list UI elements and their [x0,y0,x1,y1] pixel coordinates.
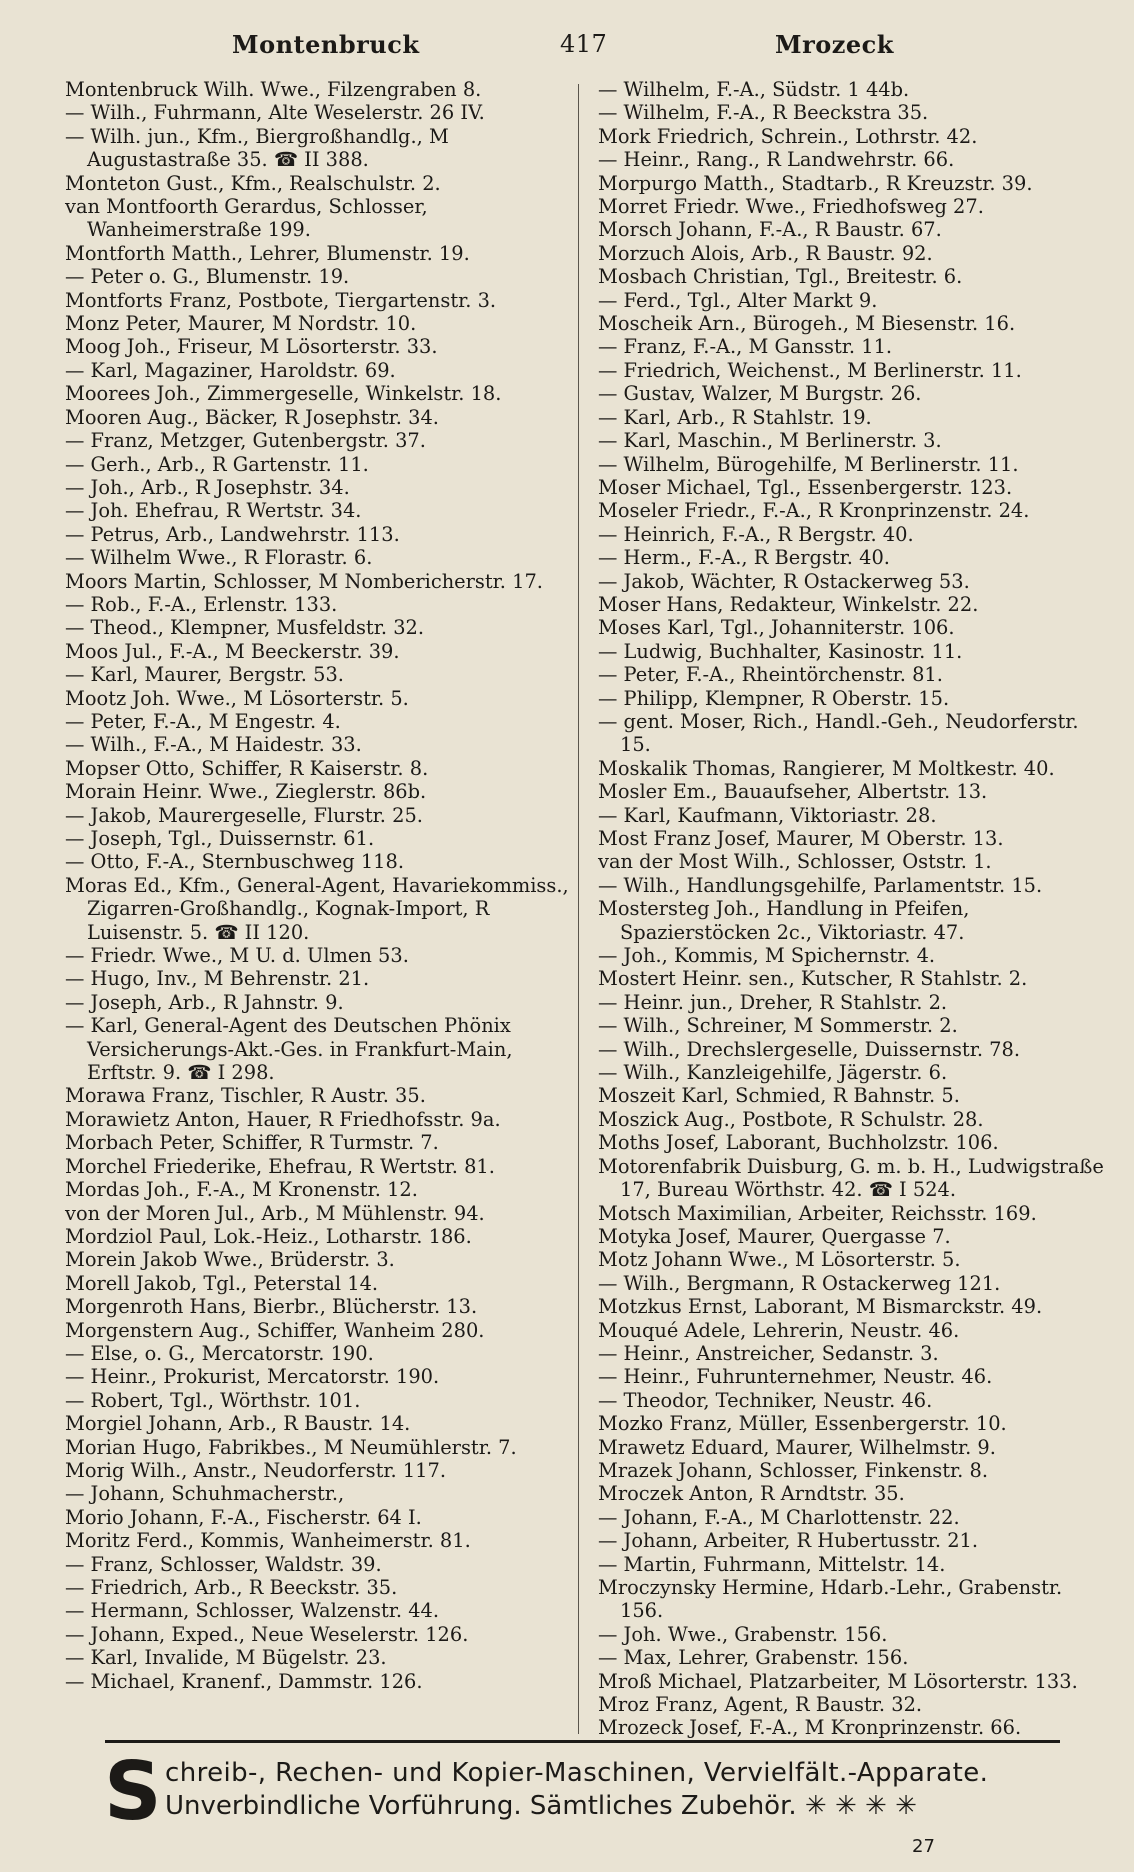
directory-entry: — Joh. Wwe., Grabenstr. 156. [598,1622,888,1646]
directory-entry: — Hermann, Schlosser, Walzenstr. 44. [65,1599,440,1623]
directory-entry: Moors Martin, Schlosser, M Nombericherstr. 17. [65,569,543,593]
directory-entry: Moses Karl, Tgl., Johanniterstr. 106. [598,616,955,640]
directory-entry: — Otto, F.-A., Sternbuschweg 118. [65,850,405,874]
directory-entry: — Else, o. G., Mercatorstr. 190. [65,1341,374,1365]
directory-entry: — Johann, F.-A., M Charlottenstr. 22. [598,1505,960,1529]
directory-entry: Moog Joh., Friseur, M Lösorterstr. 33. [65,335,438,359]
directory-entry: Mozko Franz, Müller, Essenbergerstr. 10. [598,1412,1007,1436]
directory-entry: Monteton Gust., Kfm., Realschulstr. 2. [65,171,441,195]
directory-entry: — Hugo, Inv., M Behrenstr. 21. [65,967,370,991]
directory-entry: — Friedr. Wwe., M U. d. Ulmen 53. [65,944,409,968]
directory-entry: Moths Josef, Laborant, Buchholzstr. 106. [598,1131,999,1155]
directory-entry: — Wilh., Fuhrmann, Alte Weselerstr. 26 IV. [65,101,485,125]
directory-entry: Mosler Em., Bauaufseher, Albertstr. 13. [598,780,988,804]
column-divider [578,84,579,1734]
directory-entry: — Heinr., Anstreicher, Sedanstr. 3. [598,1341,939,1365]
directory-entry: — Robert, Tgl., Wörthstr. 101. [65,1388,361,1412]
directory-entry: Montforth Matth., Lehrer, Blumenstr. 19. [65,241,470,265]
directory-entry: — Karl, Invalide, M Bügelstr. 23. [65,1646,387,1670]
directory-entry: Morawietz Anton, Hauer, R Friedhofsstr. 9a. [65,1107,501,1131]
directory-entry: — Karl, Maschin., M Berlinerstr. 3. [598,429,942,453]
directory-entry: Montforts Franz, Postbote, Tiergartenstr. 3. [65,288,497,312]
directory-entry: — Michael, Kranenf., Dammstr. 126. [65,1669,423,1693]
directory-entry: — Martin, Fuhrmann, Mittelstr. 14. [598,1552,946,1576]
directory-entry: — Wilh., Kanzleigehilfe, Jägerstr. 6. [598,1061,948,1085]
ad-line-1: chreib-, Rechen- und Kopier-Maschinen, Vervielfält.-Apparate. [165,1758,989,1788]
directory-entry: Morell Jakob, Tgl., Peterstal 14. [65,1271,379,1295]
directory-entry: Morchel Friederike, Ehefrau, R Wertstr. 81. [65,1154,495,1178]
directory-entry: Morio Johann, F.-A., Fischerstr. 64 I. [65,1505,422,1529]
directory-entry: — Wilh., Schreiner, M Sommerstr. 2. [598,1014,958,1038]
directory-entry: — Johann, Arbeiter, R Hubertusstr. 21. [598,1529,979,1553]
directory-entry: Morawa Franz, Tischler, R Austr. 35. [65,1084,426,1108]
directory-entry: Monz Peter, Maurer, M Nordstr. 10. [65,312,417,336]
directory-entry: — Rob., F.-A., Erlenstr. 133. [65,592,338,616]
directory-entry: — Theod., Klempner, Musfeldstr. 32. [65,616,425,640]
ad-line-2: Unverbindliche Vorführung. Sämtliches Zubehör. ✳ ✳ ✳ ✳ [165,1791,917,1821]
directory-entry: Mrazek Johann, Schlosser, Finkenstr. 8. [598,1458,989,1482]
directory-entry: Mostert Heinr. sen., Kutscher, R Stahlstr. 2. [598,967,1028,991]
directory-entry: Moszeit Karl, Schmied, R Bahnstr. 5. [598,1084,960,1108]
directory-entry: — Johann, Exped., Neue Weselerstr. 126. [65,1622,469,1646]
directory-entry: Motzkus Ernst, Laborant, M Bismarckstr. 49. [598,1295,1043,1319]
directory-entry: Moscheik Arn., Bürogeh., M Biesenstr. 16. [598,312,1016,336]
right-column [598,78,1111,1740]
directory-entry: Morgenroth Hans, Bierbr., Blücherstr. 13. [65,1295,478,1319]
directory-entry: — Peter, F.-A., Rheintörchenstr. 81. [598,663,943,687]
directory-entry: Mrawetz Eduard, Maurer, Wilhelmstr. 9. [598,1435,996,1459]
directory-entry: Mroczynsky Hermine, Hdarb.-Lehr., Grabenstr. 156. [598,1576,1069,1623]
directory-entry: — Heinrich, F.-A., R Bergstr. 40. [598,522,914,546]
directory-entry: — gent. Moser, Rich., Handl.-Geh., Neudorferstr. 15. [598,709,1085,757]
directory-entry: — Ferd., Tgl., Alter Markt 9. [598,288,878,312]
directory-entry: Morsch Johann, F.-A., R Baustr. 67. [598,218,942,242]
directory-entry: — Peter, F.-A., M Engestr. 4. [65,709,341,733]
directory-entry: — Johann, Schuhmacherstr., [65,1482,345,1506]
signature-mark: 27 [912,1836,935,1857]
directory-entry: Moras Ed., Kfm., General-Agent, Havariekommiss., Zigarren-Großhandlg., Kognak-Import, R Luisenstr. 5. ☎ II 120. [65,873,575,944]
directory-entry: — Joh., Arb., R Josephstr. 34. [65,475,350,499]
directory-entry: van der Most Wilh., Schlosser, Oststr. 1. [598,850,992,874]
directory-entry: Mroß Michael, Platzarbeiter, M Lösorterstr. 133. [598,1669,1078,1693]
directory-entry: Morbach Peter, Schiffer, R Turmstr. 7. [65,1131,439,1155]
directory-entry: Morzuch Alois, Arb., R Baustr. 92. [598,241,933,265]
directory-entry: — Wilhelm Wwe., R Florastr. 6. [65,546,373,570]
directory-entry: Mosbach Christian, Tgl., Breitestr. 6. [598,265,963,289]
directory-entry: — Franz, F.-A., M Gansstr. 11. [598,335,893,359]
directory-entry: Mordas Joh., F.-A., M Kronenstr. 12. [65,1178,418,1202]
directory-entry: — Max, Lehrer, Grabenstr. 156. [598,1646,909,1670]
directory-entry: Moos Jul., F.-A., M Beeckerstr. 39. [65,639,400,663]
directory-entry: Mrozeck Josef, F.-A., M Kronprinzenstr. 66. [598,1716,1022,1740]
directory-entry: — Theodor, Techniker, Neustr. 46. [598,1388,933,1412]
directory-entry: Motyka Josef, Maurer, Quergasse 7. [598,1224,951,1248]
directory-entry: — Karl, Arb., R Stahlstr. 19. [598,405,872,429]
directory-entry: Moritz Ferd., Kommis, Wanheimerstr. 81. [65,1529,471,1553]
directory-entry: — Franz, Schlosser, Waldstr. 39. [65,1552,382,1576]
directory-entry: — Friedrich, Weichenst., M Berlinerstr. 11. [598,358,1022,382]
directory-entry: Mouqué Adele, Lehrerin, Neustr. 46. [598,1318,960,1342]
directory-entry: Motorenfabrik Duisburg, G. m. b. H., Ludwigstraße 17, Bureau Wörthstr. 42. ☎ I 524. [598,1154,1111,1202]
directory-entry: — Heinr. jun., Dreher, R Stahlstr. 2. [598,990,948,1014]
directory-entry: — Joh. Ehefrau, R Wertstr. 34. [65,499,362,523]
directory-entry: — Wilh., Bergmann, R Ostackerweg 121. [598,1271,1001,1295]
directory-entry: — Wilh. jun., Kfm., Biergroßhandlg., M Augustastraße 35. ☎ II 388. [65,124,455,172]
directory-entry: — Jakob, Maurergeselle, Flurstr. 25. [65,803,423,827]
directory-entry: — Wilhelm, Bürogehilfe, M Berlinerstr. 11. [598,452,1019,476]
directory-entry: — Joh., Kommis, M Spichernstr. 4. [598,944,936,968]
left-column [65,78,575,1693]
directory-entry: Morpurgo Matth., Stadtarb., R Kreuzstr. 39. [598,171,1033,195]
directory-entry: — Franz, Metzger, Gutenbergstr. 37. [65,429,426,453]
directory-entry: Moser Hans, Redakteur, Winkelstr. 22. [598,592,979,616]
directory-entry: — Friedrich, Arb., R Beeckstr. 35. [65,1576,398,1599]
directory-entry: — Petrus, Arb., Landwehrstr. 113. [65,522,400,546]
directory-entry: — Wilhelm, F.-A., Südstr. 1 44b. [598,78,910,101]
directory-entry: Moszick Aug., Postbote, R Schulstr. 28. [598,1107,984,1131]
directory-entry: Moser Michael, Tgl., Essenbergerstr. 123. [598,475,1013,499]
directory-entry: — Ludwig, Buchhalter, Kasinostr. 11. [598,639,963,663]
directory-entry: — Wilh., F.-A., M Haidestr. 33. [65,733,362,757]
ad-initial: S [104,1745,162,1838]
directory-entry: Morret Friedr. Wwe., Friedhofsweg 27. [598,195,984,219]
directory-entry: — Herm., F.-A., R Bergstr. 40. [598,546,890,570]
directory-entry: Motz Johann Wwe., M Lösorterstr. 5. [598,1248,961,1272]
directory-entry: Moskalik Thomas, Rangierer, M Moltkestr. 40. [598,756,1055,780]
directory-entry: — Wilh., Handlungsgehilfe, Parlamentstr. 15. [598,873,1043,897]
directory-entry: — Joseph, Arb., R Jahnstr. 9. [65,990,344,1014]
directory-entry: Mooren Aug., Bäcker, R Josephstr. 34. [65,405,439,429]
directory-entry: Mroczek Anton, R Arndtstr. 35. [598,1482,905,1506]
running-head-right: Mrozeck [775,30,894,59]
directory-entry: Moorees Joh., Zimmergeselle, Winkelstr. 18. [65,382,502,406]
directory-entry: von der Moren Jul., Arb., M Mühlenstr. 94. [65,1201,485,1225]
directory-entry: — Gustav, Walzer, M Burgstr. 26. [598,382,922,406]
directory-entry: — Joseph, Tgl., Duissernstr. 61. [65,827,375,850]
directory-entry: — Gerh., Arb., R Gartenstr. 11. [65,452,369,476]
directory-entry: — Wilh., Drechslergeselle, Duissernstr. 78. [598,1037,1021,1061]
directory-entry: Montenbruck Wilh. Wwe., Filzengraben 8. [65,78,482,101]
directory-entry: Mostersteg Joh., Handlung in Pfeifen, Spazierstöcken 2c., Viktoriastr. 47. [598,897,976,944]
directory-entry: van Montfoorth Gerardus, Schlosser, Wanheimerstraße 199. [65,195,434,242]
directory-entry: Morgenstern Aug., Schiffer, Wanheim 280. [65,1318,485,1342]
page-number: 417 [560,30,608,58]
directory-entry: Mootz Joh. Wwe., M Lösorterstr. 5. [65,686,409,710]
directory-entry: Morig Wilh., Anstr., Neudorferstr. 117. [65,1458,447,1482]
directory-entry: Moseler Friedr., F.-A., R Kronprinzenstr. 24. [598,499,1030,523]
directory-entry: — Philipp, Klempner, R Oberstr. 15. [598,686,950,710]
directory-entry: — Heinr., Rang., R Landwehrstr. 66. [598,148,955,172]
directory-entry: — Karl, General-Agent des Deutschen Phönix Versicherungs-Akt.-Ges. in Frankfurt-Main, Erftstr. 9. ☎ I 298. [65,1014,519,1085]
directory-entry: — Heinr., Prokurist, Mercatorstr. 190. [65,1365,440,1389]
directory-entry: Mordziol Paul, Lok.-Heiz., Lotharstr. 186. [65,1224,472,1248]
directory-entry: — Jakob, Wächter, R Ostackerweg 53. [598,569,970,593]
directory-entry: — Wilhelm, F.-A., R Beeckstra 35. [598,101,929,125]
directory-entry: Morain Heinr. Wwe., Zieglerstr. 86b. [65,780,427,804]
directory-entry: Morian Hugo, Fabrikbes., M Neumühlerstr. 7. [65,1435,517,1459]
directory-entry: Motsch Maximilian, Arbeiter, Reichsstr. 169. [598,1201,1037,1225]
directory-entry: — Peter o. G., Blumenstr. 19. [65,265,350,289]
ad-top-rule [105,1740,1060,1743]
directory-entry: Mopser Otto, Schiffer, R Kaiserstr. 8. [65,756,429,780]
directory-entry: Mork Friedrich, Schrein., Lothrstr. 42. [598,124,978,148]
directory-entry: — Karl, Maurer, Bergstr. 53. [65,663,344,687]
directory-entry: Morgiel Johann, Arb., R Baustr. 14. [65,1412,411,1436]
directory-entry: Most Franz Josef, Maurer, M Oberstr. 13. [598,827,1004,850]
directory-entry: — Heinr., Fuhrunternehmer, Neustr. 46. [598,1365,993,1389]
directory-entry: — Karl, Magaziner, Haroldstr. 69. [65,358,396,382]
directory-entry: Morein Jakob Wwe., Brüderstr. 3. [65,1248,395,1272]
running-head-left: Montenbruck [232,30,420,59]
directory-entry: Mroz Franz, Agent, R Baustr. 32. [598,1693,923,1717]
directory-entry: — Karl, Kaufmann, Viktoriastr. 28. [598,803,937,827]
